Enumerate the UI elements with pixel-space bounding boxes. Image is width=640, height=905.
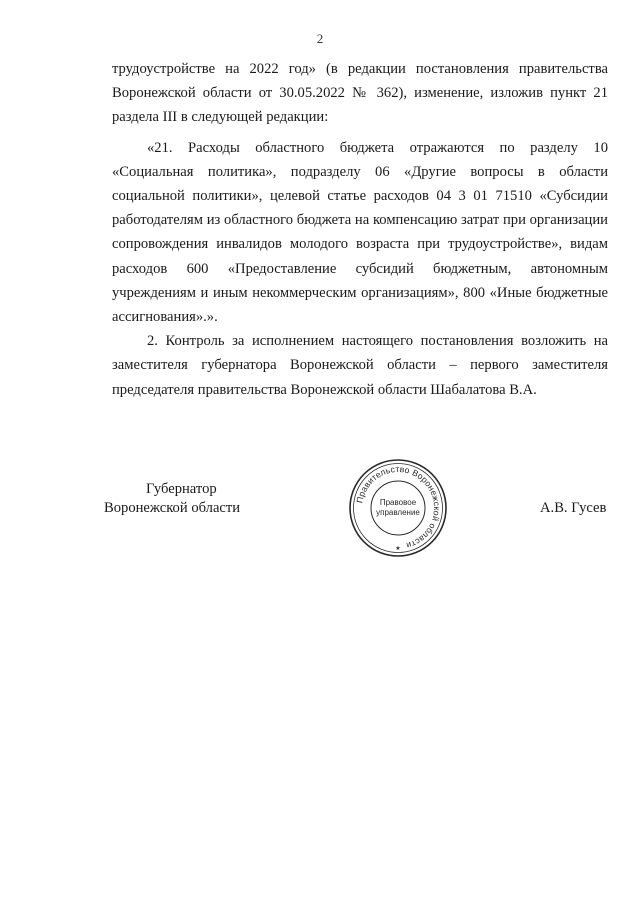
stamp-star-icon: ★ bbox=[395, 545, 401, 552]
document-body bbox=[112, 57, 608, 402]
signature-title-line2: Воронежской области bbox=[104, 500, 241, 516]
signature-title-block bbox=[104, 480, 274, 518]
page-number: 2 bbox=[316, 31, 324, 46]
stamp-seal-icon bbox=[347, 457, 449, 559]
paragraph-control: 2. Контроль за исполнением настоящего постановления возложить на заместителя губернатора Воронежской области – первого заместителя председателя правительства Воронежской области Шабалатова В.А. bbox=[112, 333, 608, 398]
approval-stamp bbox=[347, 457, 449, 559]
signature-title-line1: Губернатор bbox=[146, 481, 217, 497]
signature-name: А.В. Гусев bbox=[540, 500, 607, 516]
stamp-outer-text: Правительство Воронежской области bbox=[354, 463, 443, 551]
paragraph-point-21: «21. Расходы областного бюджета отражаются по разделу 10 «Социальная политика», подразделу 06 «Другие вопросы в области социальной политики», целевой статье расходов 04 3 01 71510 «Субсидии работодателям из областного бюджета на компенсацию затрат при организации сопровождения инвалидов молодого возраста при трудоустройстве», видам расходов 600 «Предоставление субсидий бюджетным, автономным учреждениям и иным некоммерческим организациям», 800 «Иные бюджетные ассигнования».». bbox=[112, 139, 608, 326]
stamp-inner-line2: управление bbox=[376, 508, 420, 517]
stamp-inner-line1: Правовое bbox=[379, 498, 417, 507]
paragraph-intro: трудоустройстве на 2022 год» (в редакции постановления правительства Воронежской области от 30.05.2022 № 362), изменение, изложив пункт 21 раздела III в следующей редакции: bbox=[112, 61, 608, 126]
